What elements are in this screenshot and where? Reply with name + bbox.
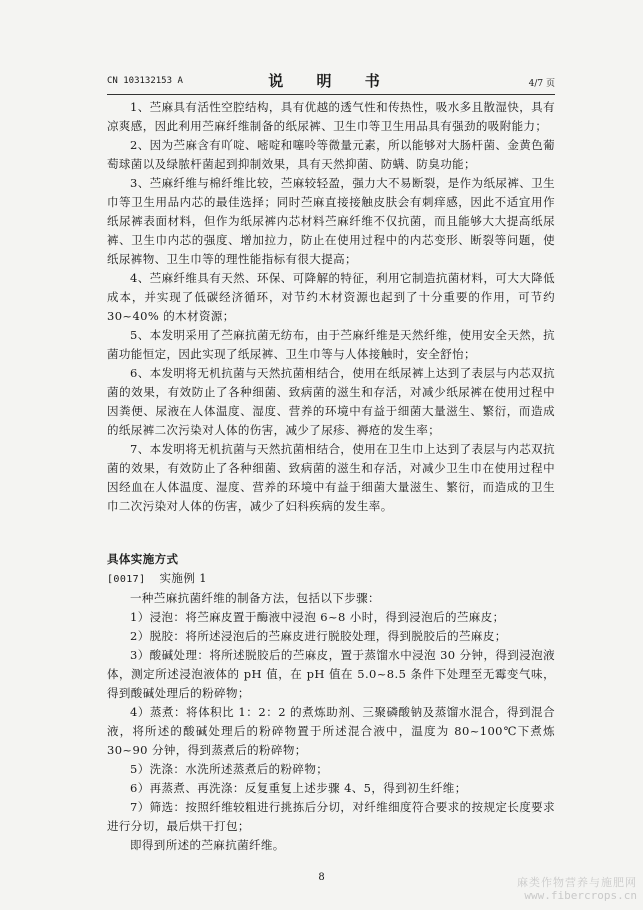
page-indicator: 4/7 页 xyxy=(528,79,555,89)
method-step: 6）再蒸煮、再洗涤：反复重复上述步骤 4、5，得到初生纤维； xyxy=(130,781,467,795)
watermark-title: 麻类作物营养与施肥网 xyxy=(517,876,637,889)
method-step: 4）蒸煮：将体积比 1：2：2 的煮炼助剂、三聚磷酸钠及蒸馏水混合，得到混合液，将所述的酸碱处理后的粉碎物置于所述混合液中，温度为 80~100℃下煮炼 30~90 分钟，得到蒸煮后的粉碎物； xyxy=(107,705,555,757)
advantage-paragraph: 7、本发明将无机抗菌与天然抗菌相结合，使用在卫生巾上达到了表层与内芯双抗菌的效果，有效防止了各种细菌、致病菌的滋生和存活，对减少卫生巾在使用过程中因经血在人体温度、湿度、营养的环境中有益于细菌大量滋生、繁衍，而造成的卫生巾二次污染对人体的伤害，减少了妇科疾病的发生率。 xyxy=(107,442,555,513)
advantage-paragraph: 4、苎麻纤维具有天然、环保、可降解的特征，利用它制造抗菌材料，可大大降低成本，并实现了低碳经济循环，对节约木材资源也起到了十分重要的作用，可节约 30~40% 的木材资源； xyxy=(107,271,555,323)
watermark-url: www.fibercrops.cn xyxy=(524,889,637,902)
method-step: 5）洗涤：水洗所述蒸煮后的粉碎物； xyxy=(130,762,329,776)
example-heading xyxy=(107,569,555,589)
advantage-paragraph: 6、本发明将无机抗菌与天然抗菌相结合，使用在纸尿裤上达到了表层与内芯双抗菌的效果，有效防止了各种细菌、致病菌的滋生和存活，对减少纸尿裤在使用过程中因粪便、尿液在人体温度、湿度、营养的环境中有益于细菌大量滋生、繁衍，而造成的纸尿裤二次污染对人体的伤害，减少了尿疹、褥疮的发生率； xyxy=(107,366,555,437)
paragraph-number: [0017] xyxy=(107,574,146,585)
header-divider xyxy=(107,94,555,95)
example-label: 实施例 1 xyxy=(159,571,208,585)
advantage-paragraph: 1、苎麻具有活性空腔结构，具有优越的透气性和传热性，吸水多且散湿快，具有凉爽感，因此利用苎麻纤维制备的纸尿裤、卫生巾等卫生用品具有强劲的吸附能力； xyxy=(107,100,555,133)
page-header xyxy=(107,70,555,92)
method-intro: 一种苎麻抗菌纤维的制备方法，包括以下步骤： xyxy=(130,591,380,605)
method-closing: 即得到所述的苎麻抗菌纤维。 xyxy=(130,838,285,852)
method-step: 2）脱胶：将所述浸泡后的苎麻皮进行脱胶处理，得到脱胶后的苎麻皮； xyxy=(130,629,507,643)
method-step: 3）酸碱处理：将所述脱胶后的苎麻皮，置于蒸馏水中浸泡 30 分钟，得到浸泡液体，测定所述浸泡液体的 pH 值，在 pH 值在 5.0~8.5 条件下处理至无霉变气味，得到酸碱处理后的粉碎物； xyxy=(107,648,555,700)
advantages-section xyxy=(107,98,555,516)
document-title: 说 明 书 xyxy=(268,72,394,90)
method-step: 1）浸泡：将苎麻皮置于酶液中浸泡 6~8 小时，得到浸泡后的苎麻皮； xyxy=(130,610,505,624)
section-heading: 具体实施方式 xyxy=(107,552,179,566)
page-number: 8 xyxy=(318,872,325,883)
site-watermark xyxy=(487,876,637,902)
patent-number: CN 103132153 A xyxy=(107,76,183,86)
embodiment-section xyxy=(107,550,555,855)
advantage-paragraph: 2、因为苎麻含有吖啶、嘧啶和噻呤等微量元素，所以能够对大肠杆菌、金黄色葡萄球菌以及绿脓杆菌起到抑制效果，具有天然抑菌、防螨、防臭功能； xyxy=(107,138,555,171)
advantage-paragraph: 5、本发明采用了苎麻抗菌无纺布，由于苎麻纤维是天然纤维，使用安全天然，抗菌功能恒定，因此实现了纸尿裤、卫生巾等与人体接触时，安全舒怡； xyxy=(107,328,555,361)
advantage-paragraph: 3、苎麻纤维与棉纤维比较，苎麻较轻盈，强力大不易断裂，是作为纸尿裤、卫生巾等卫生用品内芯的最佳选择；同时苎麻直接接触皮肤会有刺痒感，因此不适宜用作纸尿裤表面材料，但作为纸尿裤内芯材料苎麻纤维不仅抗菌，而且能够大大提高纸尿裤、卫生巾内芯的强度、增加拉力，防止在使用过程中的内芯变形、断裂等问题，使纸尿裤物、卫生巾等的理性能指标有很大提高； xyxy=(107,176,555,266)
method-step: 7）筛选：按照纤维较粗进行挑拣后分切，对纤维细度符合要求的按规定长度要求进行分切，最后烘干打包； xyxy=(107,800,555,833)
